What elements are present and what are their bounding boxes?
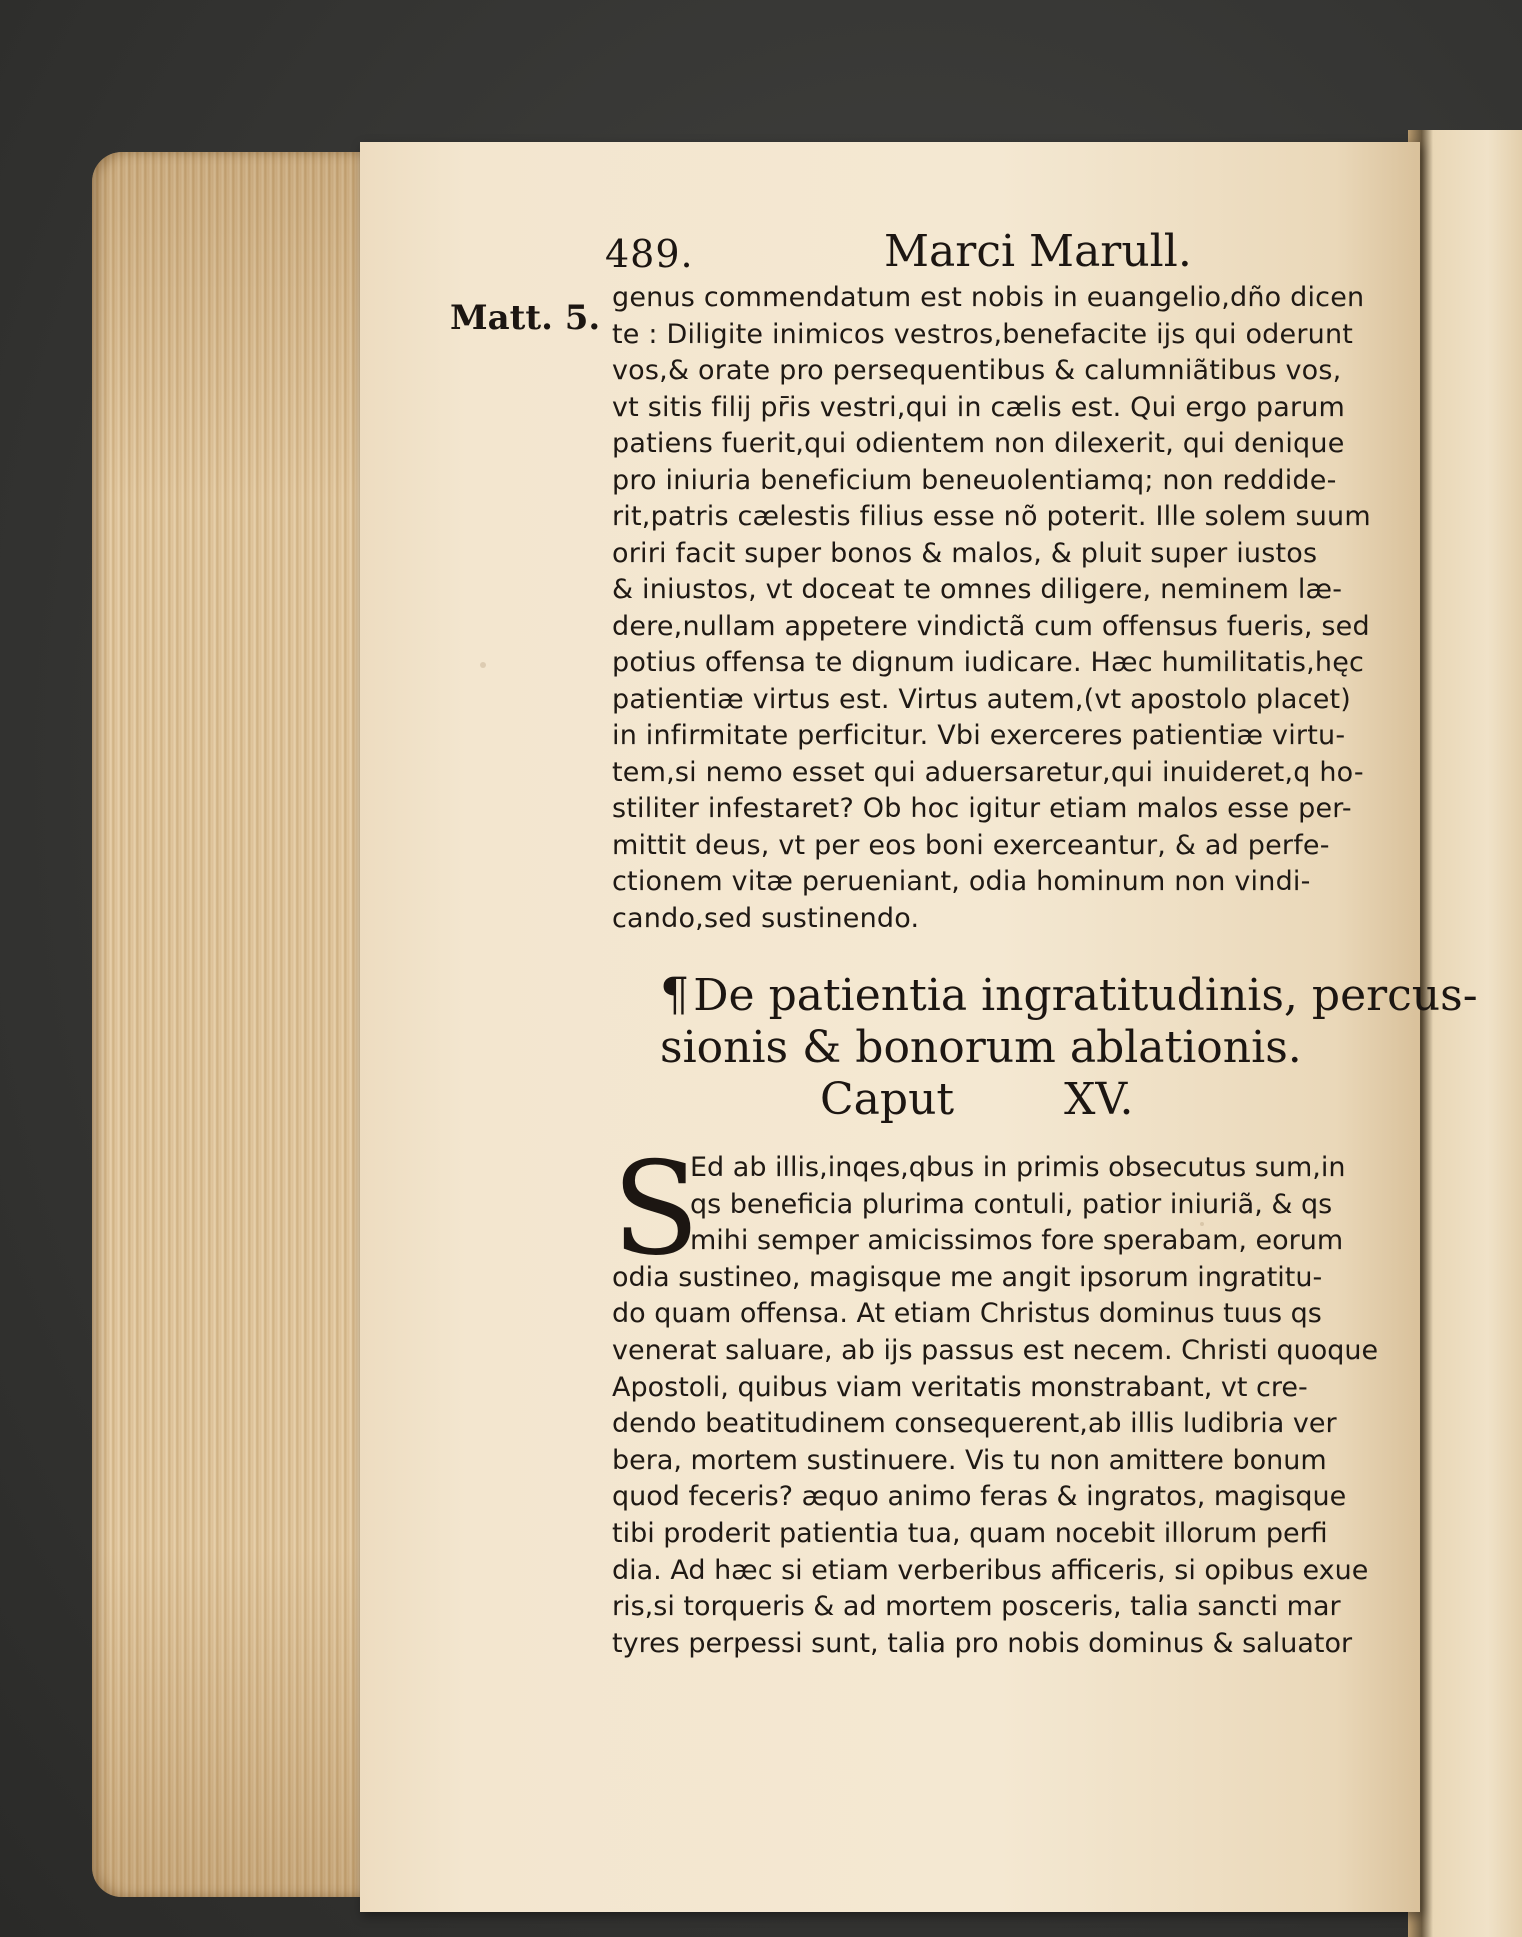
chapter-title-text: De patientia ingratitudinis, percus- [693, 970, 1478, 1021]
book-page-edges [92, 152, 382, 1897]
text-line: tem,si nemo esset qui aduersaretur,qui inuideret,q ho- [612, 756, 1364, 788]
text-line: tibi proderit patientia tua, quam nocebit illorum perfi [612, 1517, 1328, 1549]
text-line: tyres perpessi sunt, talia pro nobis dominus & saluator [612, 1627, 1353, 1659]
text-line: bera, mortem sustinuere. Vis tu non amittere bonum [612, 1444, 1327, 1476]
page-number: 489. [605, 232, 694, 276]
caput-number: XV. [1064, 1074, 1134, 1125]
text-line: dia. Ad hæc si etiam verberibus afficeris, si opibus exue [612, 1554, 1369, 1586]
text-line: dere,nullam appetere vindictã cum offensus fueris, sed [612, 610, 1370, 642]
text-line: & iniustos, vt doceat te omnes diligere, neminem læ- [612, 574, 1343, 605]
book-gutter [1408, 130, 1522, 1937]
text-line: Apostoli, quibus viam veritatis monstrabant, vt cre- [612, 1371, 1308, 1403]
text-line: vt sitis filĳ pr̄is vestri,qui in cælis est. Qui ergo parum [612, 391, 1346, 423]
caput-label: Caput [820, 1074, 955, 1125]
text-line: cando,sed sustinendo. [612, 902, 920, 934]
text-line: mihi semper amicissimos fore sperabam, eorum [690, 1225, 1344, 1257]
text-line: stiliter infestaret? Ob hoc igitur etiam malos esse per- [612, 793, 1352, 824]
foxing-spot [480, 662, 486, 668]
text-line: pro iniuria beneficium beneuolentiamq; non reddide- [612, 464, 1337, 496]
chapter-number-line [660, 1074, 1420, 1126]
text-line: do quam offensa. At etiam Christus dominus tuus qs [612, 1298, 1322, 1330]
text-line: patientiæ virtus est. Virtus autem,(vt apostolo placet) [612, 683, 1352, 715]
text-line: ris,si torqueris & ad mortem posceris, talia sancti mar [612, 1591, 1341, 1623]
text-line: quod feceris? æquo animo feras & ingratos, magisque [612, 1481, 1347, 1513]
pilcrow-mark: ¶ [660, 967, 690, 1021]
text-line: dendo beatitudinem consequerent,ab illis ludibria ver [612, 1408, 1337, 1440]
text-line: odia sustineo, magisque me angit ipsorum ingratitu- [612, 1261, 1323, 1293]
text-line: te : Diligite inimicos vestros,benefacite ĳs qui oderunt [612, 318, 1354, 350]
text-line: potius offensa te dignum iudicare. Hæc humilitatis,hęc [612, 647, 1365, 678]
body-text-section-2 [612, 1135, 1392, 1662]
text-line: ctionem vitæ perueniant, odia hominum non vindi- [612, 866, 1311, 897]
chapter-title-line-1 [660, 967, 1478, 1022]
body-text-section-1 [612, 280, 1382, 937]
text-line: oriri facit super bonos & malos, & pluit super iustos [612, 537, 1318, 569]
text-line: patiens fuerit,qui odientem non dilexerit, qui denique [612, 428, 1345, 459]
text-line: venerat saluare, ab ĳs passus est necem. Christi quoque [612, 1334, 1379, 1366]
text-line: vos,& orate pro persequentibus & calumniãtibus vos, [612, 355, 1342, 386]
text-line: in infirmitate perficitur. Vbi exerceres patientiæ virtu- [612, 720, 1346, 751]
drop-cap-initial: S [612, 1135, 700, 1284]
text-line: Ed ab illis,inqes,qbus in primis obsecutus sum,in [690, 1152, 1346, 1183]
text-line: mittit deus, vt per eos boni exerceantur, & ad perfe- [612, 829, 1330, 861]
text-line: genus commendatum est nobis in euangelio,dño dicen [612, 282, 1365, 313]
marginal-note: Matt. 5. [450, 298, 601, 338]
chapter-heading [660, 967, 1478, 1126]
running-title: Marci Marull. [884, 226, 1192, 277]
text-line: qs beneficia plurima contuli, patior iniuriã, & qs [690, 1188, 1333, 1220]
text-line: rit,patris cælestis filius esse nõ poterit. Ille solem suum [612, 501, 1371, 532]
chapter-title-line-2: sionis & bonorum ablationis. [660, 1022, 1302, 1073]
